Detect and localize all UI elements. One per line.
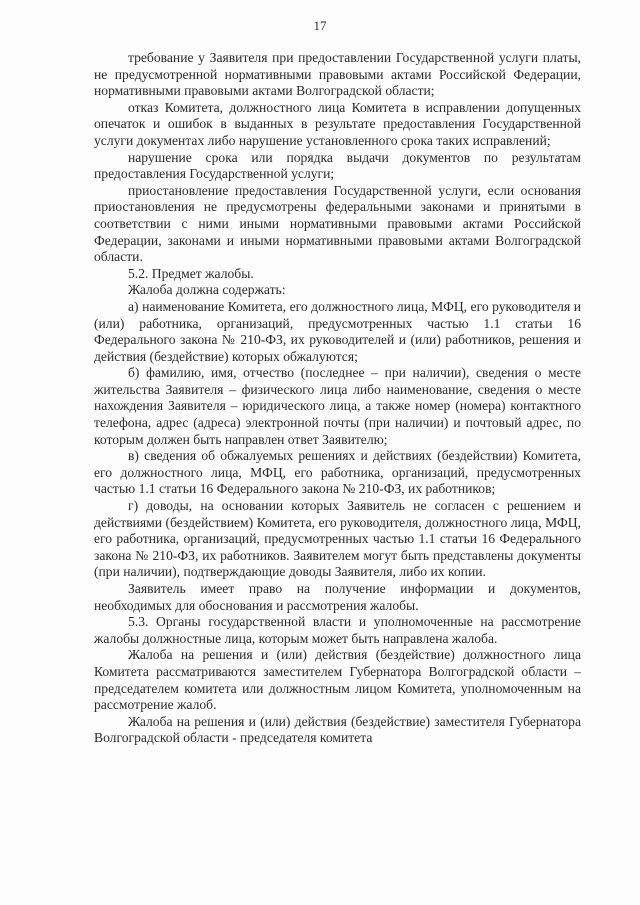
paragraph: нарушение срока или порядка выдачи документов по результатам предоставления Государственной услуги; bbox=[94, 149, 581, 182]
list-item: г) доводы, на основании которых Заявитель не согласен с решением и действиями (бездействием) Комитета, его руководителя, должностного лица, МФЦ, его работника, организаций, предусмотренных частью 1.1 статьи 16 Федерального закона № 210-ФЗ, их работников. Заявителем могут быть представлены документы (при наличии), подтверждающие доводы Заявителя, либо их копии. bbox=[94, 498, 581, 580]
paragraph: приостановление предоставления Государственной услуги, если основания приостановления не предусмотрены федеральными законами и принятыми в соответствии с ними иными нормативными правовыми актами Российской Федерации, законами и иными нормативными правовыми актами Волгоградской области. bbox=[94, 182, 581, 265]
paragraph: требование у Заявителя при предоставлении Государственной услуги платы, не предусмотренной нормативными правовыми актами Российской Федерации, нормативными правовыми актами Волгоградской области; bbox=[94, 50, 581, 99]
paragraph: отказ Комитета, должностного лица Комитета в исправлении допущенных опечаток и ошибок в выданных в результате предоставления Государственной услуги документах либо нарушение установленного срока таких исправлений; bbox=[94, 99, 581, 148]
list-item: б) фамилию, имя, отчество (последнее – при наличии), сведения о месте жительства Заявителя – физического лица либо наименование, сведения о месте нахождения Заявителя – юридического лица, а также номер (номера) контактного телефона, адрес (адреса) электронной почты (при наличии) и почтовый адрес, по которым должен быть направлен ответ Заявителю; bbox=[94, 365, 581, 447]
section-heading: 5.3. Органы государственной власти и уполномоченные на рассмотрение жалобы должностные лица, которым может быть направлена жалоба. bbox=[94, 614, 581, 646]
page-number: 17 bbox=[313, 18, 327, 33]
document-body bbox=[94, 50, 581, 747]
paragraph: Жалоба на решения и (или) действия (бездействие) заместителя Губернатора Волгоградской области - председателя комитета bbox=[94, 713, 581, 746]
list-item: в) сведения об обжалуемых решениях и действиях (бездействии) Комитета, его должностного лица, МФЦ, его работника, организаций, предусмотренных частью 1.1 статьи 16 Федерального закона № 210-ФЗ, их работников; bbox=[94, 448, 581, 497]
paragraph: Жалоба должна содержать: bbox=[128, 282, 286, 298]
paragraph: Заявитель имеет право на получение информации и документов, необходимых для обоснования и рассмотрения жалобы. bbox=[94, 581, 581, 613]
section-heading: 5.2. Предмет жалобы. bbox=[128, 265, 254, 281]
paragraph: Жалоба на решения и (или) действия (бездействие) должностного лица Комитета рассматриваются заместителем Губернатора Волгоградской области – председателем комитета или должностным лицом Комитета, уполномоченным на рассмотрение жалоб. bbox=[94, 647, 581, 713]
list-item: а) наименование Комитета, его должностного лица, МФЦ, его руководителя и (или) работника, организаций, предусмотренных частью 1.1 статьи 16 Федерального закона № 210-ФЗ, их руководителей и (или) работников, решения и действия (бездействие) которых обжалуются; bbox=[94, 298, 581, 364]
